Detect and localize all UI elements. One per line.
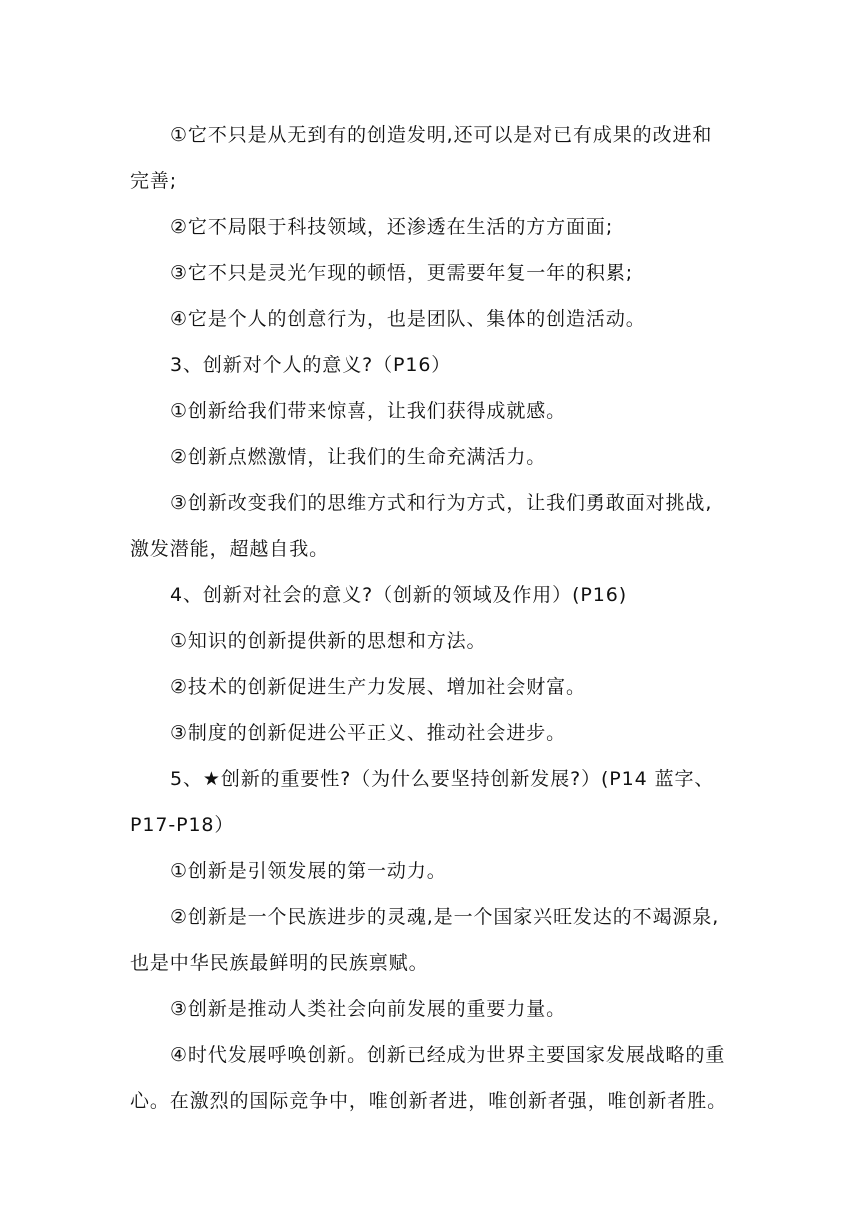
section-heading-4: 4、创新对社会的意义?（创新的领域及作用）(P16) [170, 584, 628, 606]
text-line-14: ③制度的创新促进公平正义、推动社会进步。 [170, 722, 567, 744]
text-line-12: ①知识的创新提供新的思想和方法。 [170, 630, 487, 652]
text-line-10: 激发潜能，超越自我。 [130, 538, 330, 560]
text-line-8: ②创新点燃激情，让我们的生命充满活力。 [170, 446, 547, 468]
text-line-19: 也是中华民族最鲜明的民族禀赋。 [130, 952, 429, 974]
text-line-21: ④时代发展呼唤创新。创新已经成为世界主要国家发展战略的重 [170, 1044, 726, 1066]
text-line-20: ③创新是推动人类社会向前发展的重要力量。 [170, 998, 567, 1020]
text-line-7: ①创新给我们带来惊喜，让我们获得成就感。 [170, 400, 567, 422]
section-heading-5: 5、★创新的重要性?（为什么要坚持创新发展?）(P14 蓝字、 [170, 768, 715, 790]
text-line-13: ②技术的创新促进生产力发展、增加社会财富。 [170, 676, 586, 698]
text-line-18: ②创新是一个民族进步的灵魂,是一个国家兴旺发达的不竭源泉, [170, 906, 720, 928]
section-heading-3: 3、创新对个人的意义?（P16） [170, 354, 452, 376]
text-line-22: 心。在激烈的国际竞争中，唯创新者进，唯创新者强，唯创新者胜。 [130, 1090, 728, 1112]
text-line-5: ④它是个人的创意行为，也是团队、集体的创造活动。 [170, 308, 646, 330]
text-line-4: ③它不只是灵光乍现的顿悟，更需要年复一年的积累; [170, 262, 634, 284]
text-line-2: 完善; [130, 170, 178, 192]
text-line-1: ①它不只是从无到有的创造发明,还可以是对已有成果的改进和 [170, 124, 713, 146]
text-line-16: P17-P18） [130, 814, 235, 836]
text-line-17: ①创新是引领发展的第一动力。 [170, 860, 447, 882]
text-line-9: ③创新改变我们的思维方式和行为方式，让我们勇敢面对挑战, [170, 492, 713, 514]
text-line-3: ②它不局限于科技领域，还渗透在生活的方方面面; [170, 216, 614, 238]
